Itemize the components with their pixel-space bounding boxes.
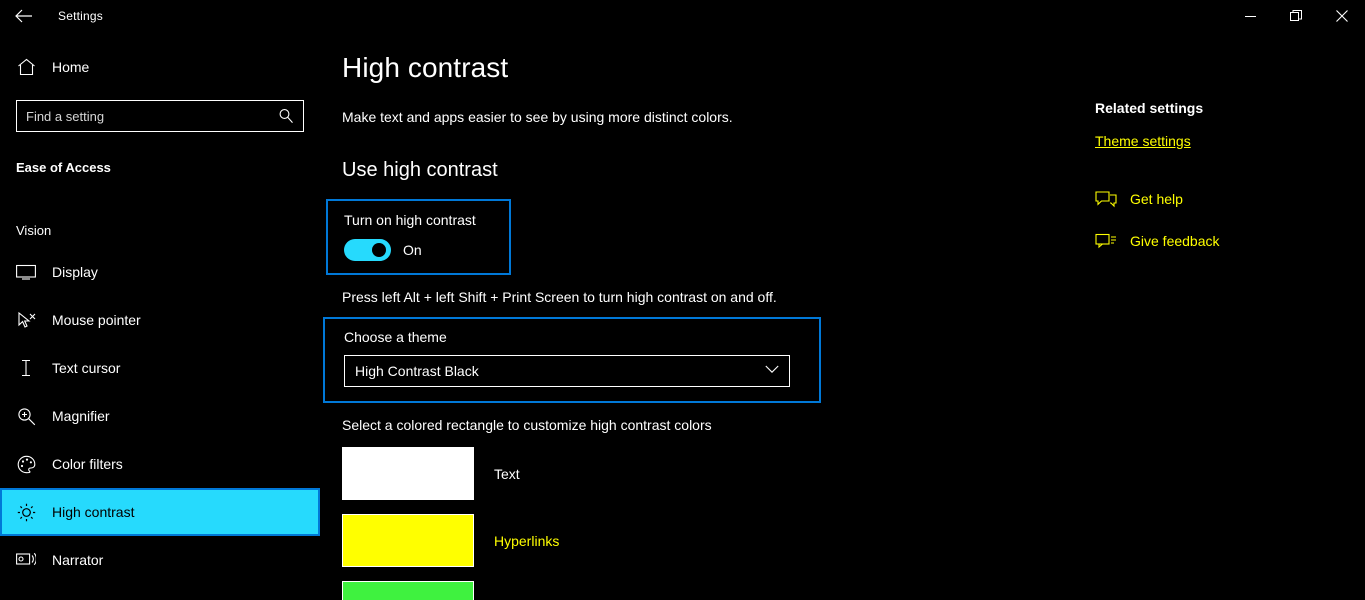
page-description: Make text and apps easier to see by using more distinct colors. (342, 109, 733, 125)
related-settings-rail (1095, 32, 1325, 251)
search-box (16, 100, 304, 132)
mouse-pointer-icon (16, 310, 36, 330)
restore-button[interactable] (1273, 0, 1319, 32)
toggle-row (344, 239, 495, 261)
color-swatch-hyperlinks[interactable] (342, 514, 474, 567)
toggle-knob (372, 243, 386, 257)
close-button[interactable] (1319, 0, 1365, 32)
sidebar-item-label: Color filters (52, 456, 123, 472)
color-swatch-disabled-text[interactable] (342, 581, 474, 600)
toggle-label: Turn on high contrast (344, 212, 476, 228)
sidebar-item-high-contrast[interactable] (0, 488, 320, 536)
sidebar-item-label: High contrast (52, 504, 135, 520)
sun-icon (16, 502, 36, 522)
sidebar-item-label: Mouse pointer (52, 312, 141, 328)
sidebar-item-label: Display (52, 264, 98, 280)
close-icon (1336, 10, 1348, 22)
caption-buttons (1227, 0, 1365, 32)
high-contrast-toggle-group (326, 199, 511, 275)
app-title: Settings (58, 9, 103, 23)
magnifier-icon (16, 406, 36, 426)
search-icon[interactable] (276, 106, 296, 126)
main-content (320, 0, 1365, 600)
rail-action-label: Give feedback (1130, 233, 1220, 249)
sidebar-item-label: Text cursor (52, 360, 121, 376)
title-bar (0, 0, 1365, 32)
search-input[interactable] (16, 100, 304, 132)
high-contrast-toggle-switch[interactable] (344, 239, 391, 261)
give-feedback-action[interactable] (1095, 231, 1325, 251)
swatch-hint: Select a colored rectangle to customize high contrast colors (342, 417, 712, 433)
sidebar-item-label: Narrator (52, 552, 104, 568)
theme-settings-link[interactable]: Theme settings (1095, 133, 1191, 149)
text-cursor-icon (16, 358, 36, 378)
color-swatch-text[interactable] (342, 447, 474, 500)
swatch-row-third (342, 581, 1365, 600)
back-arrow-icon (15, 9, 33, 23)
sidebar-item-mouse-pointer[interactable] (0, 296, 320, 344)
sidebar-item-display[interactable] (0, 248, 320, 296)
theme-dropdown[interactable] (344, 355, 790, 387)
sidebar-nav-list (0, 248, 320, 584)
help-icon (1095, 189, 1117, 209)
sidebar-item-magnifier[interactable] (0, 392, 320, 440)
swatch-label-hyperlinks: Hyperlinks (494, 532, 560, 549)
rail-actions (1095, 189, 1325, 251)
rail-title: Related settings (1095, 100, 1204, 116)
rail-action-label: Get help (1130, 191, 1183, 207)
swatch-row-hyperlinks (342, 514, 1365, 567)
theme-picker-group (323, 317, 821, 403)
sidebar-item-color-filters[interactable] (0, 440, 320, 488)
chevron-down-icon (765, 365, 779, 377)
theme-label: Choose a theme (344, 329, 447, 345)
keyboard-shortcut-hint: Press left Alt + left Shift + Print Screen to turn high contrast on and off. (342, 289, 777, 305)
sidebar-item-home[interactable] (0, 48, 320, 86)
home-icon (16, 57, 36, 77)
minimize-button[interactable] (1227, 0, 1273, 32)
sidebar-group-title: Vision (16, 223, 52, 238)
section-heading-use-high-contrast: Use high contrast (342, 159, 498, 181)
swatch-label-text: Text (494, 465, 520, 482)
get-help-action[interactable] (1095, 189, 1325, 209)
theme-selected-value: High Contrast Black (355, 363, 479, 379)
sidebar-item-label: Magnifier (52, 408, 110, 424)
sidebar-item-text-cursor[interactable] (0, 344, 320, 392)
monitor-icon (16, 262, 36, 282)
sidebar-section-title: Ease of Access (16, 160, 111, 175)
sidebar-item-narrator[interactable] (0, 536, 320, 584)
restore-icon (1290, 10, 1302, 22)
feedback-icon (1095, 231, 1117, 251)
back-button[interactable] (0, 0, 48, 32)
toggle-state-label: On (403, 242, 422, 258)
sidebar (0, 0, 320, 600)
minimize-icon (1245, 11, 1256, 22)
narrator-icon (16, 550, 36, 570)
color-filters-icon (16, 454, 36, 474)
swatch-row-text (342, 447, 1365, 500)
page-title: High contrast (342, 52, 509, 83)
sidebar-item-label: Home (52, 59, 90, 75)
